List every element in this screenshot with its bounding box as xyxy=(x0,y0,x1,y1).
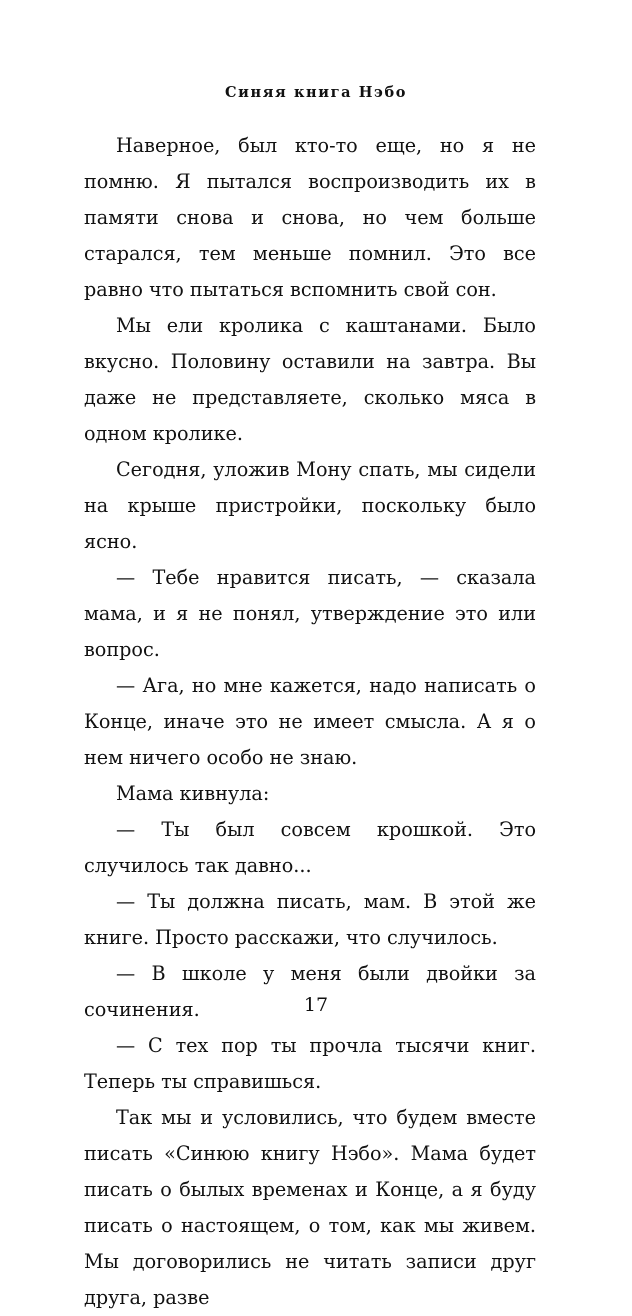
paragraph: Мы ели кролика с каштанами. Было вкусно. Половину оставили на завтра. Вы даже не представляете, сколько мяса в одном кролике. xyxy=(84,314,536,445)
paragraph: Сегодня, уложив Мону спать, мы сидели на крыше пристройки, поскольку было ясно. xyxy=(84,458,536,553)
paragraph: — Ага, но мне кажется, надо написать о Конце, иначе это не имеет смысла. А я о нем ничего особо не знаю. xyxy=(84,674,536,769)
page-body xyxy=(84,128,536,1316)
paragraph: — Ты был совсем крошкой. Это случилось так давно... xyxy=(84,818,536,877)
page-number: 17 xyxy=(303,994,329,1016)
paragraph: — Тебе нравится писать, — сказала мама, и я не понял, утверждение это или вопрос. xyxy=(84,566,536,661)
paragraph: Наверное, был кто-то еще, но я не помню. Я пытался воспроизводить их в памяти снова и снова, но чем больше старался, тем меньше помнил. Это все равно что пытаться вспомнить свой сон. xyxy=(84,134,536,301)
paragraph: Так мы и условились, что будем вместе писать «Синюю книгу Нэбо». Мама будет писать о былых временах и Конце, а я буду писать о настоящем, о том, как мы живем. Мы договорились не читать записи друг друга, разве xyxy=(84,1106,536,1309)
running-head: Синяя книга Нэбо xyxy=(224,84,408,101)
paragraph: — В школе у меня были двойки за сочинения. xyxy=(84,962,536,1021)
paragraph: — Ты должна писать, мам. В этой же книге. Просто расскажи, что случилось. xyxy=(84,890,536,949)
paragraph: Мама кивнула: xyxy=(116,782,270,805)
paragraph: — С тех пор ты прочла тысячи книг. Теперь ты справишься. xyxy=(84,1034,536,1093)
